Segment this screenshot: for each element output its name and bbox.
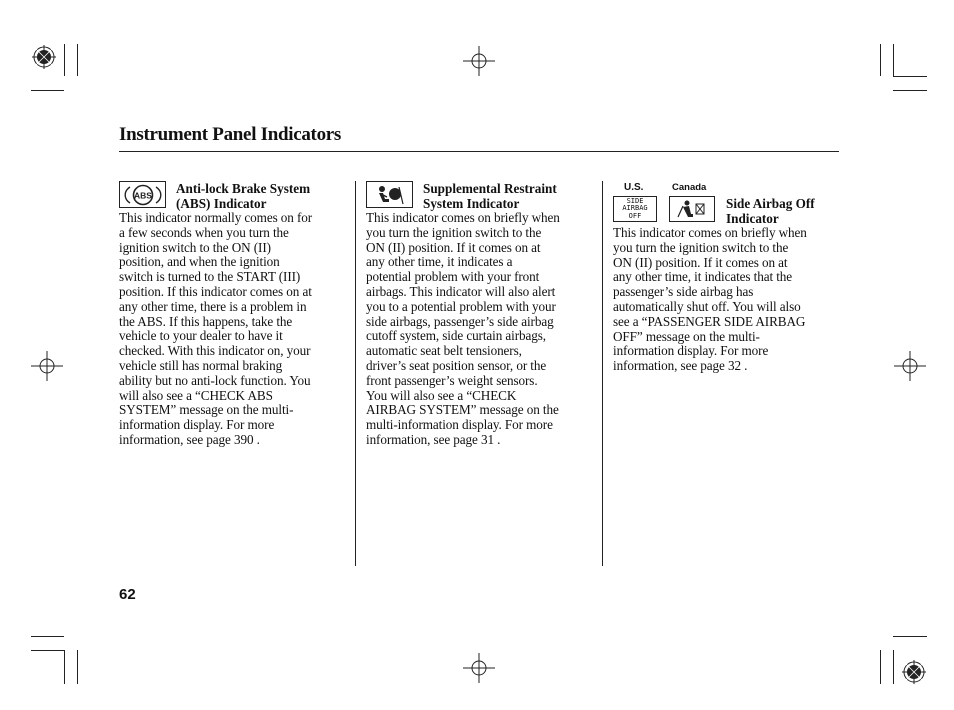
body-line: ON (II) position. If it comes on at: [366, 239, 541, 255]
body-line: ability but no anti-lock function. You: [119, 372, 311, 388]
body-line: multi-information display. For more: [366, 417, 553, 433]
body-line: passenger’s side airbag has: [613, 284, 754, 300]
body-line: any other time, it indicates a: [366, 254, 513, 270]
body-line: information, see page 31 .: [366, 431, 501, 447]
body-line: you turn the ignition switch to the: [613, 239, 789, 255]
us-icon-line: SIDE: [626, 197, 644, 206]
registration-mark-top-left-icon: [32, 45, 56, 69]
body-line: you turn the ignition switch to the: [366, 224, 542, 240]
body-line: will also see a “CHECK ABS: [119, 387, 273, 403]
body-line: OFF” message on the multi-: [613, 328, 760, 344]
body-line: automatically shut off. You will also: [613, 298, 801, 314]
body-line: any other time, it indicates that the: [613, 269, 793, 285]
body-line: potential problem with your front: [366, 269, 540, 285]
abs-heading-line1: Anti-lock Brake System: [176, 181, 311, 196]
body-line: a few seconds when you turn the: [119, 224, 289, 240]
side-airbag-body: [613, 226, 841, 374]
body-line: switch is turned to the START (III): [119, 269, 301, 285]
body-line: cutoff system, side curtain airbags,: [366, 328, 547, 344]
body-line: position. If this indicator comes on at: [119, 283, 312, 299]
body-line: This indicator normally comes on for: [119, 210, 313, 225]
crosshair-top-icon: [463, 46, 495, 76]
us-icon-line: OFF: [628, 211, 642, 220]
body-line: position, and when the ignition: [119, 254, 280, 270]
abs-body: [119, 211, 351, 448]
canada-side-airbag-off-box: [669, 196, 715, 222]
canada-label: Canada: [672, 182, 707, 193]
abs-icon: [124, 184, 162, 206]
body-line: any other time, there is a problem in: [119, 298, 307, 314]
us-label: U.S.: [624, 182, 644, 193]
crosshair-left-icon: [31, 351, 63, 381]
side-airbag-off-icon: [675, 199, 709, 219]
srs-heading-line1: Supplemental Restraint: [423, 181, 557, 196]
body-line: you to a potential problem with your: [366, 298, 556, 314]
body-line: information display. For more: [119, 417, 275, 433]
us-icon-line: AIRBAG: [622, 204, 648, 213]
crosshair-right-icon: [894, 351, 926, 381]
body-line: see a “PASSENGER SIDE AIRBAG: [613, 313, 806, 329]
body-line: airbags. This indicator will also alert: [366, 283, 556, 299]
side-airbag-heading: [726, 196, 838, 226]
airbag-icon: [373, 184, 407, 206]
body-line: information, see page 390 .: [119, 431, 260, 447]
registration-mark-bottom-right-icon: [902, 660, 926, 684]
body-line: driver’s seat position sensor, or the: [366, 357, 547, 373]
body-line: This indicator comes on briefly when: [366, 210, 560, 225]
srs-indicator-box: [366, 181, 413, 208]
body-line: AIRBAG SYSTEM” message on the: [366, 402, 559, 418]
body-line: automatic seat belt tensioners,: [366, 343, 522, 359]
abs-heading-line2: (ABS) Indicator: [176, 196, 267, 211]
body-line: front passenger’s weight sensors.: [366, 372, 538, 388]
srs-heading-line2: System Indicator: [423, 196, 520, 211]
body-line: checked. With this indicator on, your: [119, 343, 311, 359]
abs-icon-text: ABS: [133, 190, 152, 200]
title-rule: [119, 151, 839, 152]
body-line: side airbags, passenger’s side airbag: [366, 313, 554, 329]
column-divider-1: [355, 181, 356, 566]
abs-indicator-box: [119, 181, 166, 208]
body-line: ON (II) position. If it comes on at: [613, 254, 788, 270]
column-divider-2: [602, 181, 603, 566]
side-airbag-heading-line1: Side Airbag Off: [726, 196, 815, 211]
body-line: ignition switch to the ON (II): [119, 239, 271, 255]
srs-body: [366, 211, 600, 448]
body-line: This indicator comes on briefly when: [613, 225, 807, 240]
body-line: information, see page 32 .: [613, 358, 748, 374]
abs-heading: [176, 181, 351, 211]
page-number: 62: [119, 586, 136, 603]
srs-heading: [423, 181, 599, 211]
us-side-airbag-off-box: [613, 196, 657, 222]
body-line: You will also see a “CHECK: [366, 387, 517, 403]
side-airbag-heading-line2: Indicator: [726, 211, 779, 226]
body-line: the ABS. If this happens, take the: [119, 313, 293, 329]
crosshair-bottom-icon: [463, 653, 495, 683]
body-line: SYSTEM” message on the multi-: [119, 402, 294, 418]
body-line: vehicle to your dealer to have it: [119, 328, 283, 344]
page-title: Instrument Panel Indicators: [119, 124, 342, 145]
body-line: vehicle still has normal braking: [119, 357, 283, 373]
body-line: information display. For more: [613, 343, 769, 359]
